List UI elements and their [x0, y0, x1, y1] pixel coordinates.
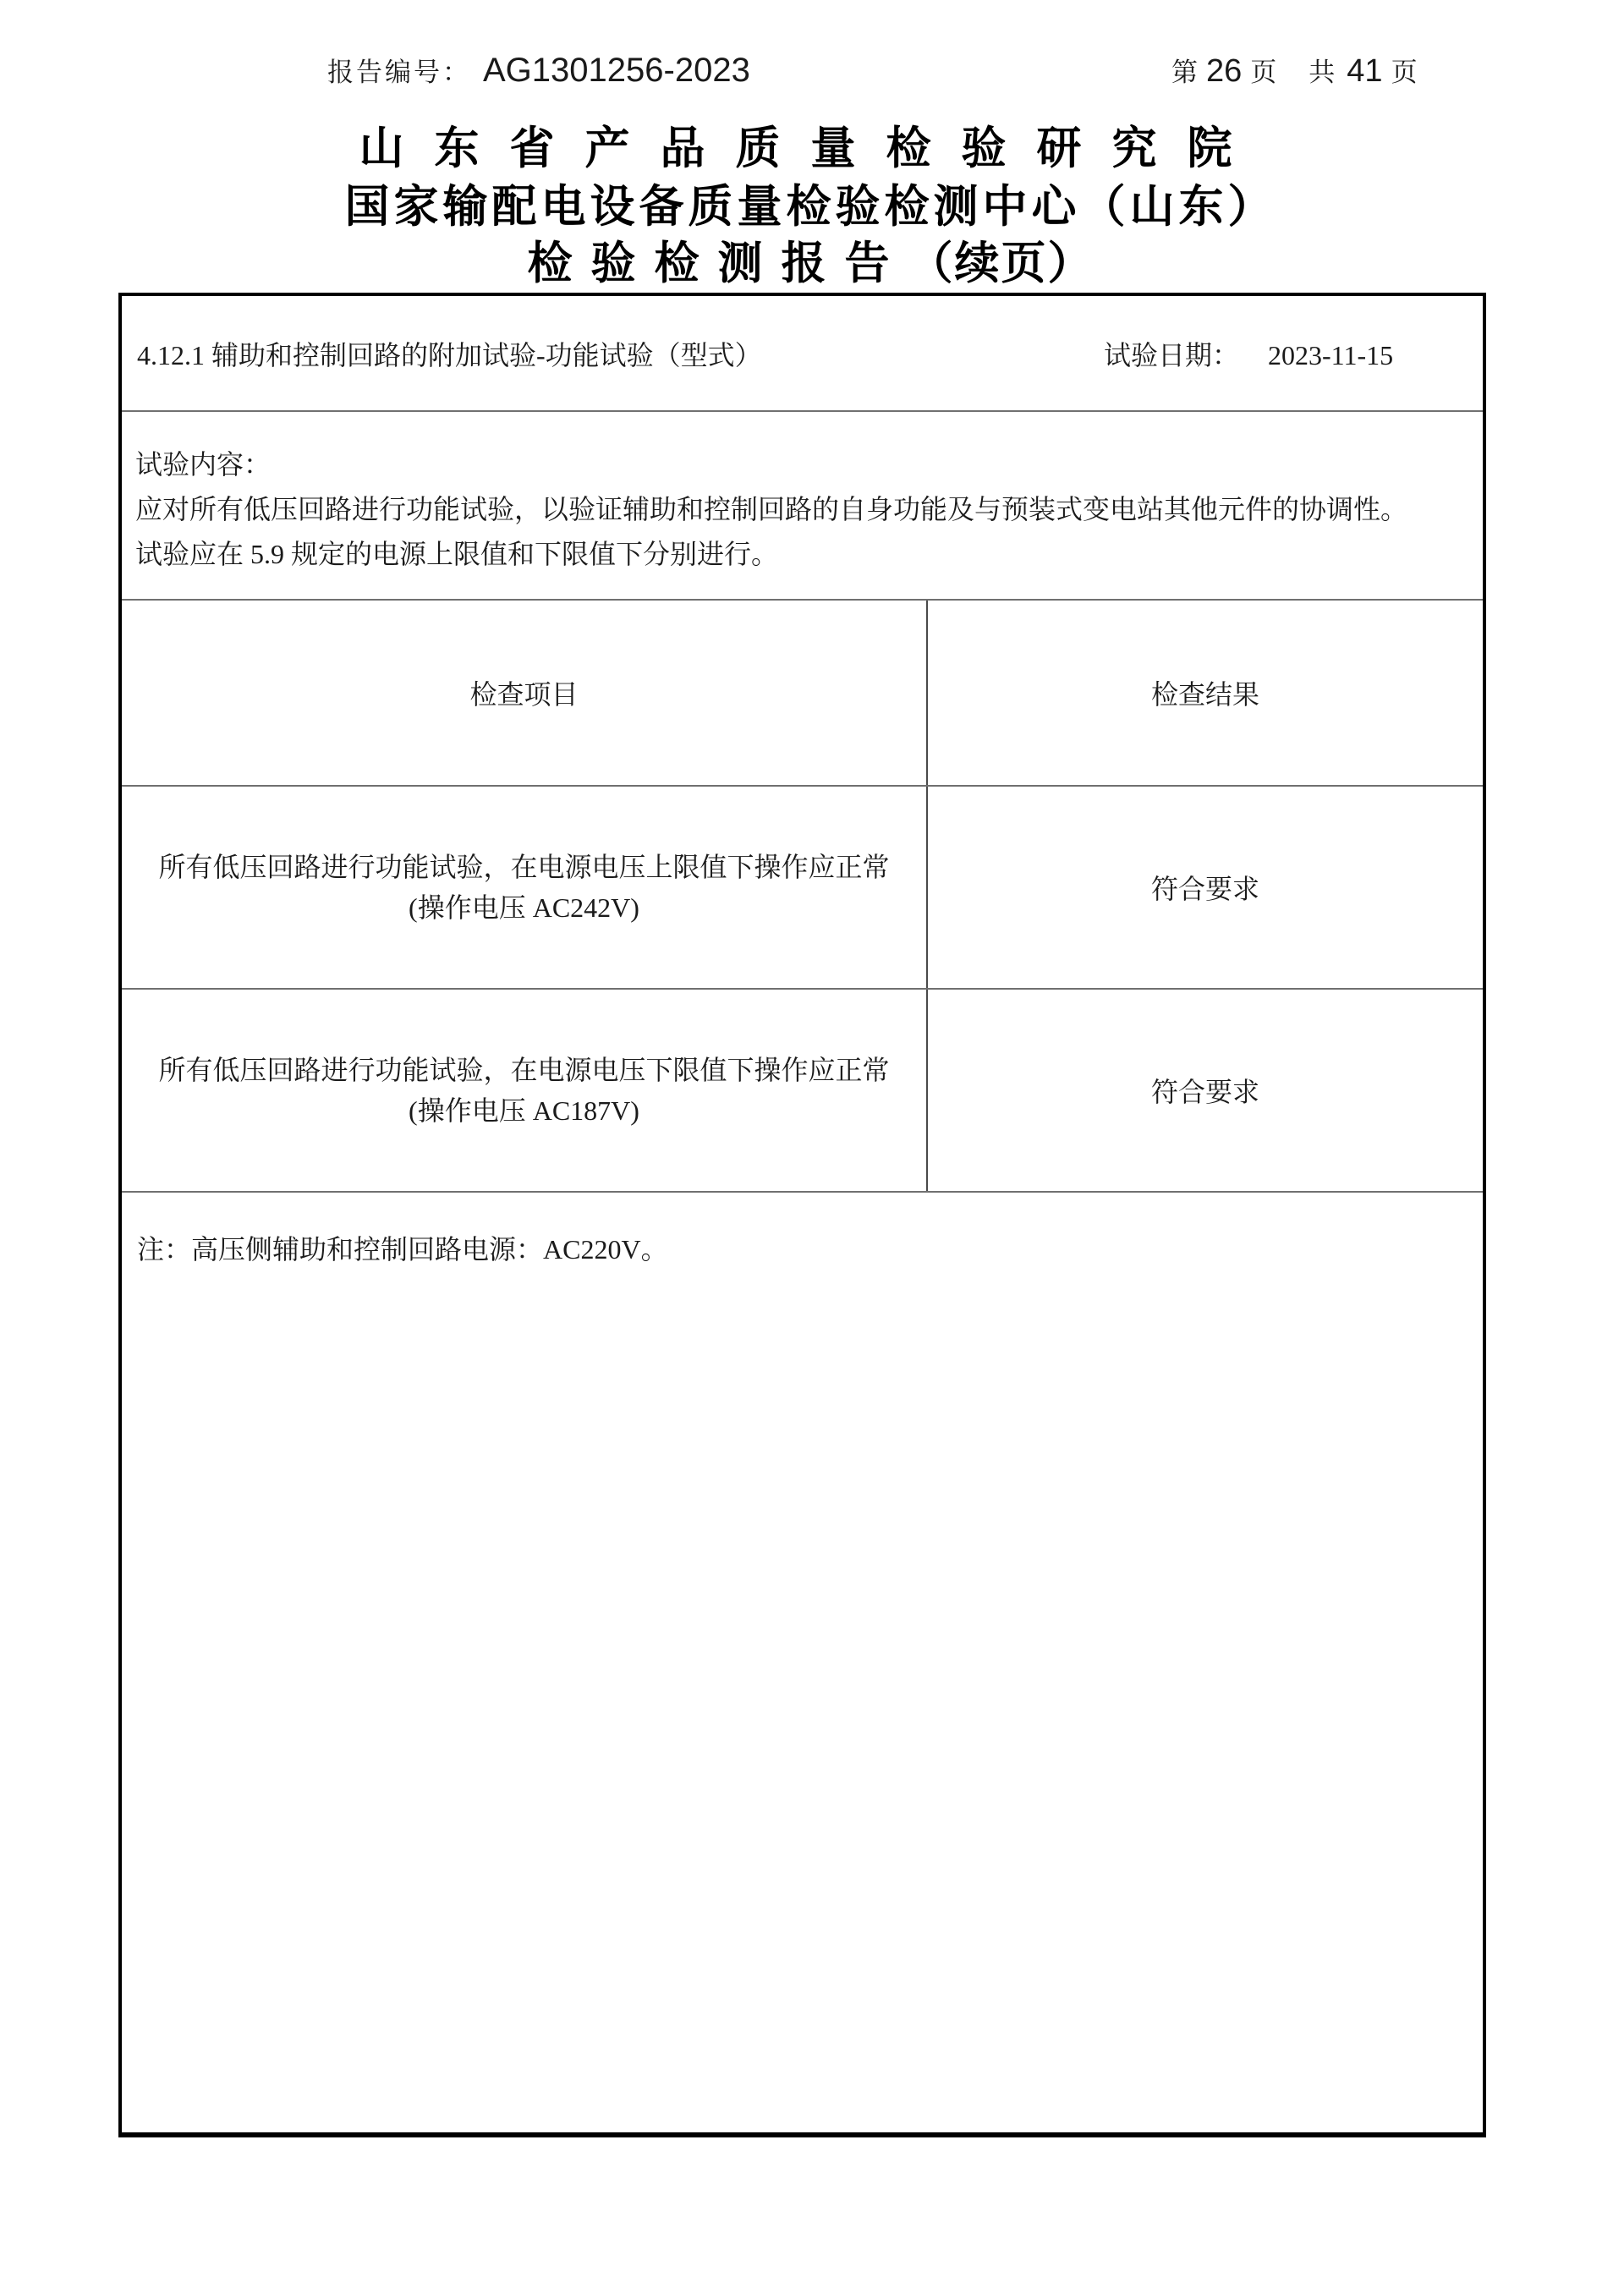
check-item-line2: (操作电压 AC187V)	[409, 1095, 639, 1126]
page-indicator-suffix: 页	[1250, 58, 1277, 87]
column-header-row	[122, 601, 1483, 787]
page-header	[0, 51, 1624, 93]
column-header-result: 检查结果	[1150, 679, 1259, 710]
report-title-line	[8, 228, 1613, 292]
test-content-row	[122, 412, 1483, 601]
table-row	[122, 787, 1483, 990]
note-row	[122, 1193, 1483, 2132]
page-total-suffix: 页	[1391, 58, 1418, 87]
section-header-row	[122, 296, 1483, 412]
page-current-number: 26	[1206, 53, 1243, 89]
check-item-line1: 所有低压回路进行功能试验，在电源电压上限值下操作应正常	[158, 852, 890, 882]
check-result-cell: 符合要求	[1150, 1077, 1259, 1107]
check-item-line2: (操作电压 AC242V)	[409, 892, 639, 923]
report-number-label: 报告编号：	[327, 58, 471, 87]
note-text: 注：高压侧辅助和控制回路电源：AC220V。	[137, 1234, 668, 1265]
column-header-item: 检查项目	[122, 601, 928, 785]
check-item-cell	[122, 787, 928, 988]
org-title-line1: 山东省产品质量检验研究院	[359, 124, 1263, 173]
report-number-value: AG1301256-2023	[483, 52, 750, 89]
page-total-prefix: 共	[1309, 58, 1336, 87]
section-title: 4.12.1 辅助和控制回路的附加试验-功能试验（型式）	[137, 339, 762, 370]
check-item-line1: 所有低压回路进行功能试验，在电源电压下限值下操作应正常	[158, 1055, 890, 1085]
page-total-number: 41	[1347, 53, 1383, 89]
org-title-line2: 国家输配电设备质量检验检测中心（山东）	[344, 183, 1277, 232]
check-item-cell	[122, 990, 928, 1191]
check-result-cell: 符合要求	[1150, 874, 1259, 904]
report-table	[118, 293, 1486, 2137]
table-row	[122, 990, 1483, 1193]
page-indicator-prefix: 第	[1171, 58, 1198, 87]
page-indicator	[1171, 51, 1418, 90]
report-number	[327, 51, 750, 90]
report-title-suffix: （续页）	[908, 239, 1095, 288]
report-title-main: 检验检测报告	[527, 239, 908, 288]
test-content-heading: 试验内容：	[135, 449, 272, 480]
test-content-line1: 应对所有低压回路进行功能试验，以验证辅助和控制回路的自身功能及与预装式变电站其他元件的协调性。	[135, 494, 1408, 524]
test-date-value: 2023-11-15	[1268, 339, 1394, 370]
test-content-line2: 试验应在 5.9 规定的电源上限值和下限值下分别进行。	[135, 539, 779, 569]
test-date-label: 试验日期：	[1104, 339, 1240, 370]
test-date	[1104, 334, 1393, 373]
